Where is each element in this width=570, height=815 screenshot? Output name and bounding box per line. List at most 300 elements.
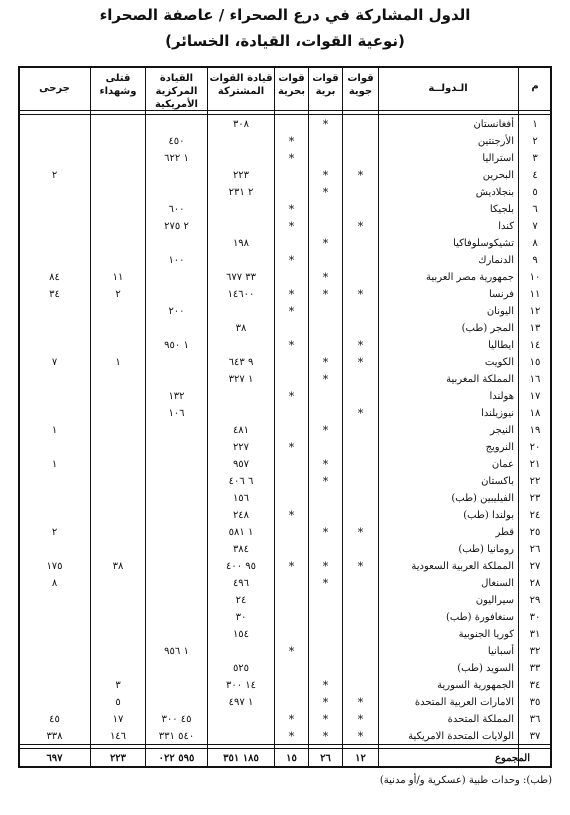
row-joint: ٣٠ <box>235 612 247 623</box>
row-joint: ١٥٤ <box>232 629 250 640</box>
row-central <box>146 286 207 303</box>
row-killed <box>91 456 145 473</box>
row-country: المملكة المغربية <box>446 374 514 385</box>
row-land: * <box>322 730 329 743</box>
row-land: * <box>322 458 329 471</box>
row-air: * <box>357 356 364 369</box>
row-wounded: ٢ <box>51 170 58 181</box>
row-wounded <box>19 643 90 660</box>
row-air <box>343 677 378 694</box>
row-killed <box>91 116 145 133</box>
row-air <box>343 133 378 150</box>
row-wounded: ١٧٥ <box>46 561 63 572</box>
row-joint: ٦ ٤٠٦ <box>228 476 254 487</box>
header-wounded: جرحى <box>39 83 70 94</box>
row-land <box>309 133 342 150</box>
row-central <box>146 626 207 643</box>
row-country: الجمهورية السورية <box>437 680 514 691</box>
row-central <box>146 320 207 337</box>
row-country: المجر (طب) <box>461 323 514 334</box>
row-central <box>146 167 207 184</box>
table-row <box>18 626 552 643</box>
row-naval: * <box>288 203 295 216</box>
row-wounded <box>19 371 90 388</box>
table-row <box>18 711 552 728</box>
row-central <box>146 235 207 252</box>
table-row <box>18 116 552 133</box>
row-country: السنغال <box>481 578 514 589</box>
row-country: السويد (طب) <box>457 663 514 674</box>
row-land <box>309 320 342 337</box>
table-row <box>18 439 552 456</box>
row-wounded <box>19 184 90 201</box>
row-wounded <box>19 133 90 150</box>
row-wounded <box>19 677 90 694</box>
row-country: جمهورية مصر العربية <box>426 272 514 283</box>
row-central <box>146 116 207 133</box>
totals-row <box>18 750 552 767</box>
table-row <box>18 252 552 269</box>
row-country: أفغانستان <box>473 119 514 130</box>
table-row <box>18 677 552 694</box>
row-naval <box>275 371 308 388</box>
row-central <box>146 184 207 201</box>
row-naval: * <box>288 339 295 352</box>
row-naval <box>275 524 308 541</box>
row-air <box>343 490 378 507</box>
row-killed: ٣ <box>115 680 121 691</box>
row-wounded <box>19 473 90 490</box>
header-naval: قوات بحرية <box>277 73 305 97</box>
table-row <box>18 422 552 439</box>
row-joint: ٣٨ <box>235 323 247 334</box>
row-killed <box>91 388 145 405</box>
row-wounded <box>19 388 90 405</box>
row-wounded <box>19 116 90 133</box>
row-central <box>146 677 207 694</box>
row-naval <box>275 235 308 252</box>
row-naval: * <box>288 152 295 165</box>
row-central <box>146 592 207 609</box>
row-killed <box>91 218 145 235</box>
row-number: ٢٨ <box>529 578 541 589</box>
row-number: ٢٦ <box>529 544 541 555</box>
row-joint: ٣٣ ٦٧٧ <box>225 272 257 283</box>
row-joint <box>208 150 274 167</box>
row-naval: * <box>288 713 295 726</box>
totals-naval: ١٥ <box>286 753 297 764</box>
header-num: م <box>531 81 539 92</box>
row-naval <box>275 541 308 558</box>
totals-wounded: ٦٩٧ <box>46 753 63 764</box>
row-country: الدنمارك <box>478 255 514 266</box>
row-joint <box>208 303 274 320</box>
row-wounded <box>19 235 90 252</box>
row-country: الامارات العربية المتحدة <box>414 697 514 708</box>
row-central <box>146 609 207 626</box>
row-killed <box>91 626 145 643</box>
table-row <box>18 235 552 252</box>
row-land <box>309 337 342 354</box>
row-naval: * <box>288 254 295 267</box>
row-central: ١ ٦٢٢ <box>164 153 189 164</box>
table-row <box>18 507 552 524</box>
table-row <box>18 269 552 286</box>
row-land <box>309 592 342 609</box>
row-air <box>343 184 378 201</box>
row-air <box>343 592 378 609</box>
row-land: * <box>322 475 329 488</box>
row-central: ٢٠٠ <box>168 306 185 317</box>
row-joint: ٢٢٣ <box>232 170 250 181</box>
row-killed <box>91 201 145 218</box>
row-land <box>309 405 342 422</box>
row-country: باكستان <box>481 476 514 487</box>
row-number: ٧ <box>532 221 538 232</box>
row-naval <box>275 422 308 439</box>
row-naval: * <box>288 441 295 454</box>
row-country: قطر <box>495 527 514 538</box>
row-land: * <box>322 713 329 726</box>
row-number: ٣١ <box>529 629 541 640</box>
row-number: ٢٧ <box>529 561 541 572</box>
row-joint: ٩٥ ٤٠٠ <box>225 561 257 572</box>
row-country: سيراليون <box>475 595 514 606</box>
row-land: * <box>322 169 329 182</box>
row-country: استراليا <box>482 153 514 164</box>
row-wounded <box>19 660 90 677</box>
table-row <box>18 694 552 711</box>
row-naval <box>275 592 308 609</box>
row-air <box>343 235 378 252</box>
row-joint: ١٥٦ <box>232 493 250 504</box>
totals-air: ١٢ <box>355 753 366 764</box>
row-killed: ١٧ <box>112 714 124 725</box>
row-country: النرويج <box>485 442 514 453</box>
row-air <box>343 541 378 558</box>
row-central: ٥٤٠ ٣٣١ <box>158 731 195 742</box>
row-naval <box>275 354 308 371</box>
row-number: ١٤ <box>529 340 541 351</box>
row-killed <box>91 660 145 677</box>
row-joint: ٤٨١ <box>232 425 250 436</box>
row-air <box>343 252 378 269</box>
row-country: سنغافورة (طب) <box>445 612 514 623</box>
row-land <box>309 626 342 643</box>
row-country: اليونان <box>486 306 514 317</box>
table-row <box>18 354 552 371</box>
row-naval <box>275 626 308 643</box>
table-row <box>18 337 552 354</box>
row-air <box>343 269 378 286</box>
row-joint <box>208 133 274 150</box>
row-naval <box>275 184 308 201</box>
row-air <box>343 422 378 439</box>
row-killed <box>91 524 145 541</box>
row-country: عمان <box>491 459 514 470</box>
footnote: (طب): وحدات طبية (عسكرية و/أو مدنية) <box>379 775 552 786</box>
row-land: * <box>322 526 329 539</box>
row-joint: ١ ٤٩٧ <box>228 697 254 708</box>
row-naval: * <box>288 509 295 522</box>
table-row <box>18 558 552 575</box>
row-killed: ٣٨ <box>112 561 124 572</box>
row-wounded <box>19 490 90 507</box>
row-joint <box>208 711 274 728</box>
row-naval <box>275 660 308 677</box>
row-air: * <box>357 220 364 233</box>
row-land: * <box>322 577 329 590</box>
row-joint <box>208 728 274 745</box>
row-country: كندا <box>498 221 514 232</box>
totals-killed: ٢٢٣ <box>109 753 127 764</box>
row-killed <box>91 575 145 592</box>
row-air <box>343 116 378 133</box>
row-wounded: ٢ <box>51 527 58 538</box>
row-number: ٢٢ <box>529 476 541 487</box>
row-country: فرنسا <box>488 289 514 300</box>
row-joint: ٢٢٧ <box>232 442 250 453</box>
row-country: نيوزيلندا <box>481 408 514 419</box>
table-row <box>18 388 552 405</box>
row-country: البحرين <box>482 170 514 181</box>
row-air <box>343 575 378 592</box>
row-country: تشيكوسلوفاكيا <box>453 238 514 249</box>
row-land <box>309 541 342 558</box>
row-joint: ٢٤ <box>235 595 247 606</box>
table-row <box>18 150 552 167</box>
row-air: * <box>357 696 364 709</box>
row-number: ١٢ <box>529 306 541 317</box>
row-country: رومانيا (طب) <box>458 544 514 555</box>
row-naval <box>275 575 308 592</box>
row-central: ٦٠٠ <box>168 204 185 215</box>
row-country: النيجر <box>490 425 514 436</box>
row-joint: ١ ٣٢٧ <box>228 374 254 385</box>
row-killed <box>91 150 145 167</box>
row-wounded <box>19 626 90 643</box>
row-killed <box>91 167 145 184</box>
row-killed <box>91 643 145 660</box>
row-killed: ١١ <box>112 272 124 283</box>
table-row <box>18 490 552 507</box>
row-land: * <box>322 237 329 250</box>
table-row <box>18 405 552 422</box>
row-joint: ٢ ٢٣١ <box>228 187 254 198</box>
row-air <box>343 439 378 456</box>
row-number: ٢ <box>532 136 538 147</box>
row-land <box>309 643 342 660</box>
row-number: ٦ <box>532 204 538 215</box>
row-killed <box>91 133 145 150</box>
row-central: ١٠٠ <box>168 255 185 266</box>
row-country: هولندا <box>489 391 514 402</box>
row-number: ٣٣ <box>529 663 541 674</box>
row-country: بولندا (طب) <box>463 510 514 521</box>
totals-joint: ١٨٥ ٣٥١ <box>223 753 259 764</box>
row-killed <box>91 337 145 354</box>
row-naval: * <box>288 645 295 658</box>
row-number: ٢٠ <box>529 442 541 453</box>
table-row <box>18 609 552 626</box>
row-air <box>343 388 378 405</box>
row-naval <box>275 473 308 490</box>
row-land: * <box>322 288 329 301</box>
row-naval <box>275 677 308 694</box>
header-central: القيادة المركزية الأمريكية <box>154 73 198 110</box>
table-row <box>18 456 552 473</box>
row-air: * <box>357 169 364 182</box>
table-row <box>18 133 552 150</box>
row-joint: ١٩٨ <box>232 238 250 249</box>
table-row <box>18 592 552 609</box>
row-air <box>343 201 378 218</box>
row-central <box>146 694 207 711</box>
row-land: * <box>322 424 329 437</box>
table-row <box>18 184 552 201</box>
page-title: الدول المشاركة في درع الصحراء / عاصفة الصحراء <box>99 6 471 24</box>
row-wounded <box>19 541 90 558</box>
row-killed: ١٤٦ <box>109 731 127 742</box>
row-naval: * <box>288 560 295 573</box>
row-wounded <box>19 337 90 354</box>
row-land: * <box>322 679 329 692</box>
row-central: ٤٥ ٣٠٠ <box>161 714 192 725</box>
table-row <box>18 660 552 677</box>
row-naval <box>275 609 308 626</box>
table-row <box>18 371 552 388</box>
row-killed <box>91 320 145 337</box>
row-air: * <box>357 713 364 726</box>
header-killed: قتلى وشهداء <box>99 73 137 97</box>
header-air: قوات جوية <box>347 73 374 97</box>
row-wounded <box>19 405 90 422</box>
row-air <box>343 371 378 388</box>
row-joint: ١ ٥٨١ <box>228 527 254 538</box>
table-row <box>18 218 552 235</box>
row-joint: ٥٢٥ <box>232 663 250 674</box>
row-joint <box>208 643 274 660</box>
header-divider <box>18 110 552 111</box>
row-joint: ٤٩٦ <box>232 578 250 589</box>
row-wounded <box>19 218 90 235</box>
row-killed <box>91 541 145 558</box>
row-wounded <box>19 609 90 626</box>
row-killed <box>91 507 145 524</box>
row-wounded <box>19 252 90 269</box>
row-wounded <box>19 439 90 456</box>
row-killed <box>91 609 145 626</box>
row-central: ١٣٢ <box>168 391 185 402</box>
row-number: ٨ <box>532 238 538 249</box>
row-killed <box>91 371 145 388</box>
row-naval: * <box>288 390 295 403</box>
row-wounded: ١ <box>51 459 58 470</box>
row-air <box>343 456 378 473</box>
row-number: ٢٥ <box>529 527 541 538</box>
row-wounded: ٣٤ <box>49 289 60 300</box>
row-wounded: ٨ <box>51 578 58 589</box>
row-joint: ٩٥٧ <box>232 459 250 470</box>
row-land: * <box>322 186 329 199</box>
row-naval: * <box>288 135 295 148</box>
row-wounded: ٧ <box>51 357 58 368</box>
row-number: ٩ <box>532 255 538 266</box>
row-number: ٣٠ <box>529 612 541 623</box>
row-country: الفيليبين (طب) <box>451 493 514 504</box>
table-row <box>18 303 552 320</box>
row-number: ١٥ <box>529 357 541 368</box>
row-number: ٢١ <box>529 459 541 470</box>
row-country: بنجلاديش <box>475 187 514 198</box>
row-number: ١٩ <box>529 425 541 436</box>
row-naval <box>275 320 308 337</box>
row-country: أسبانيا <box>487 646 514 657</box>
row-land: * <box>322 696 329 709</box>
row-number: ١٧ <box>529 391 541 402</box>
header-divider-double <box>18 114 552 115</box>
row-land: * <box>322 118 329 131</box>
row-central <box>146 507 207 524</box>
row-central <box>146 524 207 541</box>
row-central: ٤٥٠ <box>168 136 185 147</box>
row-killed <box>91 405 145 422</box>
row-wounded <box>19 303 90 320</box>
row-wounded <box>19 201 90 218</box>
row-killed <box>91 184 145 201</box>
row-killed <box>91 490 145 507</box>
row-killed: ٥ <box>115 697 121 708</box>
row-land <box>309 439 342 456</box>
row-central <box>146 439 207 456</box>
row-central <box>146 269 207 286</box>
row-joint: ٣٠٨ <box>232 119 250 130</box>
row-air <box>343 320 378 337</box>
header-country: الـدولــة <box>428 83 468 94</box>
row-wounded <box>19 694 90 711</box>
row-central <box>146 354 207 371</box>
row-joint <box>208 405 274 422</box>
row-air <box>343 609 378 626</box>
row-killed <box>91 303 145 320</box>
header-land: قوات برية <box>312 73 339 97</box>
row-joint: ٢٤٨ <box>232 510 250 521</box>
row-number: ٣٢ <box>529 646 541 657</box>
row-number: ٤ <box>532 170 538 181</box>
row-country: الكويت <box>484 357 514 368</box>
row-naval <box>275 116 308 133</box>
row-air <box>343 473 378 490</box>
row-land <box>309 303 342 320</box>
row-air <box>343 303 378 320</box>
row-killed <box>91 422 145 439</box>
row-central: ١٠٦ <box>168 408 185 419</box>
table-row <box>18 320 552 337</box>
row-killed <box>91 235 145 252</box>
row-land: * <box>322 271 329 284</box>
row-air <box>343 660 378 677</box>
row-naval: * <box>288 288 295 301</box>
row-air: * <box>357 288 364 301</box>
row-number: ١ <box>532 119 538 130</box>
row-killed: ١ <box>115 357 121 368</box>
table-row <box>18 524 552 541</box>
header-joint: قيادة القوات المشتركة <box>209 73 273 97</box>
row-country: ايطاليا <box>488 340 514 351</box>
row-country: الولايات المتحدة الامريكية <box>408 731 514 742</box>
row-number: ١١ <box>529 289 541 300</box>
row-central: ١ ٩٥٦ <box>164 646 189 657</box>
